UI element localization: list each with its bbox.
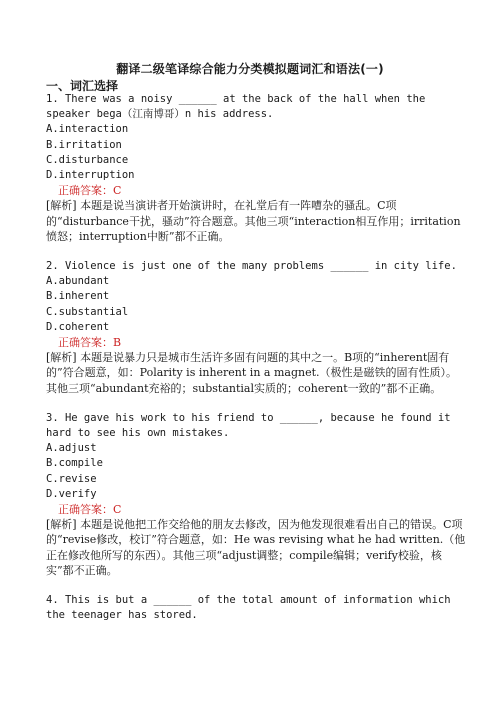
question-stem: 4. This is but a ______ of the total amount of information which the teenager has stored. bbox=[46, 594, 451, 622]
question-4 bbox=[46, 593, 466, 623]
question-stem: 2. Violence is just one of the many problems ______ in city life. bbox=[46, 260, 457, 273]
option-c: C.substantial bbox=[46, 305, 129, 318]
option-d: D.verify bbox=[46, 487, 97, 500]
option-b: B.irritation bbox=[46, 138, 122, 151]
option-a: A.abundant bbox=[46, 275, 110, 288]
question-3 bbox=[46, 411, 466, 578]
question-stem: 3. He gave his work to his friend to ______, because he found it hard to see his own mistakes. bbox=[46, 411, 451, 440]
explanation: [解析] 本题是说暴力只是城市生活许多固有问题的其中之一。B项的“inherent固有的”符合题意，如：Polarity is inherent in a magnet.（极性是磁铁的固有性质）。其他三项“abundant充裕的；substantial实质的；coherent一致的”都不正确。 bbox=[46, 351, 458, 395]
page-title: 翻译二级笔译综合能力分类模拟题词汇和语法(一) bbox=[116, 62, 384, 76]
explanation: [解析] 本题是说他把工作交给他的朋友去修改，因为他发现很难看出自己的错误。C项的“revise修改，校订”符合题意，如：He was revising what he had written.（他正在修改他所写的东西）。其他三项“adjust调整；compile编辑；verify校验，核实”都不正确。 bbox=[46, 518, 466, 577]
option-c: C.revise bbox=[46, 472, 97, 485]
correct-answer: 正确答案：B bbox=[58, 336, 122, 350]
correct-answer: 正确答案：C bbox=[58, 503, 122, 517]
option-c: C.disturbance bbox=[46, 153, 129, 166]
correct-answer: 正确答案：C bbox=[58, 184, 122, 198]
question-2 bbox=[46, 259, 466, 396]
question-list bbox=[46, 92, 466, 624]
option-b: B.compile bbox=[46, 457, 103, 470]
question-1 bbox=[46, 92, 466, 244]
option-a: A.adjust bbox=[46, 442, 97, 455]
section-heading: 一、词汇选择 bbox=[46, 79, 119, 93]
question-stem: 1. There was a noisy ______ at the back of the hall when the speaker bega（江南博哥）n his address. bbox=[46, 93, 426, 121]
explanation: [解析] 本题是说当演讲者开始演讲时，在礼堂后有一阵嘈杂的骚乱。C项的“disturbance干扰，骚动”符合题意。其他三项“interaction相互作用；irritation愤怒；interruption中断”都不正确。 bbox=[46, 199, 461, 243]
option-a: A.interaction bbox=[46, 123, 129, 136]
option-d: D.coherent bbox=[46, 320, 110, 333]
option-b: B.inherent bbox=[46, 290, 110, 303]
option-d: D.interruption bbox=[46, 169, 135, 182]
